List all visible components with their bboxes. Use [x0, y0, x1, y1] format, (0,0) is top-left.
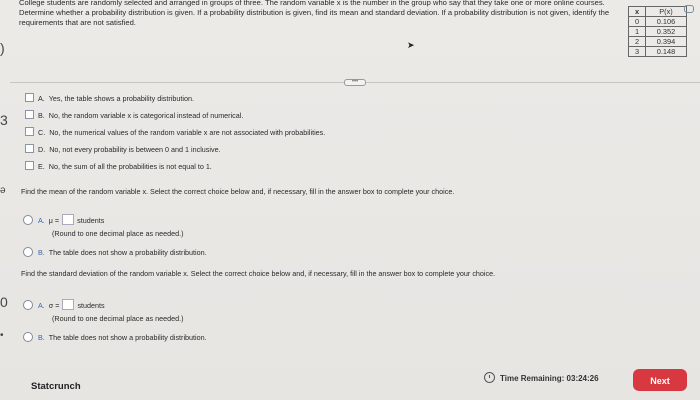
radio-icon[interactable] [23, 300, 33, 310]
option-letter: B. [38, 111, 45, 120]
table-row [629, 37, 687, 47]
table-header-p: P(x) [646, 7, 687, 17]
table-row [629, 27, 687, 37]
left-edge-fragment: 0 [0, 294, 8, 310]
table-row [629, 47, 687, 57]
option-text: No, the random variable x is categorical instead of numerical. [48, 111, 244, 120]
std-dev-answer-input[interactable] [62, 299, 74, 310]
left-edge-fragment: ə [0, 185, 6, 196]
radio-icon[interactable] [23, 332, 33, 342]
next-button[interactable]: Next [633, 369, 687, 391]
checkbox-icon[interactable] [25, 161, 34, 170]
time-remaining [484, 372, 599, 383]
option-letter: D. [38, 145, 46, 154]
option-c-checkbox[interactable] [25, 127, 325, 138]
table-row [629, 17, 687, 27]
radio-icon[interactable] [23, 247, 33, 257]
left-edge-fragment: 3 [0, 112, 8, 128]
unit-label: students [77, 301, 105, 310]
option-letter: A. [38, 301, 45, 310]
option-letter: C. [38, 128, 46, 137]
option-text: No, not every probability is between 0 and 1 inclusive. [49, 145, 221, 154]
table-cell-p: 0.352 [646, 27, 687, 37]
rounding-note: (Round to one decimal place as needed.) [52, 314, 184, 323]
mean-prompt: Find the mean of the random variable x. Select the correct choice below and, if necessary, fill in the answer box to complete your choice. [21, 187, 455, 196]
table-cell-p: 0.148 [646, 47, 687, 57]
rounding-note: (Round to one decimal place as needed.) [52, 229, 184, 238]
table-cell-p: 0.106 [646, 17, 687, 27]
option-letter: E. [38, 162, 45, 171]
sigma-label: σ = [48, 301, 60, 310]
table-cell-x: 2 [629, 37, 646, 47]
mean-option-a[interactable] [23, 214, 104, 225]
question-text: College students are randomly selected and arranged in groups of three. The random variable x is the number in the group who say that they take one or more online courses. Determine whether a probability distribution is given. If a probability distribution is given, find its mean and standard deviation. If a probability distribution is not given, identify the requirements that are not satisfied. [19, 0, 610, 27]
probability-table [628, 6, 687, 57]
left-edge-fragment: • [0, 330, 4, 341]
option-text: The table does not show a probability distribution. [48, 248, 207, 257]
option-text: The table does not show a probability distribution. [48, 333, 207, 342]
unit-label: students [77, 216, 105, 225]
timer-value: 03:24:26 [566, 374, 599, 383]
mouse-cursor-icon: ➤ [407, 40, 415, 50]
option-letter: A. [38, 94, 45, 103]
checkbox-icon[interactable] [25, 144, 34, 153]
table-header-row [629, 7, 687, 17]
option-a-checkbox[interactable] [25, 93, 194, 104]
std-dev-option-b[interactable] [23, 332, 207, 343]
option-text: No, the sum of all the probabilities is not equal to 1. [48, 162, 212, 171]
std-dev-option-a[interactable] [23, 299, 105, 310]
copy-table-icon[interactable] [684, 5, 694, 13]
expand-button[interactable]: ••• [344, 79, 366, 86]
option-text: Yes, the table shows a probability distribution. [48, 94, 194, 103]
option-text: No, the numerical values of the random variable x are not associated with probabilities. [49, 128, 326, 137]
option-d-checkbox[interactable] [25, 144, 221, 155]
mu-label: μ = [48, 216, 60, 225]
option-letter: B. [38, 333, 45, 342]
checkbox-icon[interactable] [25, 93, 34, 102]
clock-icon [484, 372, 495, 383]
timer-label: Time Remaining: [500, 374, 565, 383]
table-header-x: x [629, 7, 646, 17]
mean-option-b[interactable] [23, 247, 207, 258]
option-letter: A. [38, 216, 45, 225]
statcrunch-link[interactable]: Statcrunch [31, 381, 81, 392]
table-cell-p: 0.394 [646, 37, 687, 47]
option-e-checkbox[interactable] [25, 161, 212, 172]
table-cell-x: 3 [629, 47, 646, 57]
option-b-checkbox[interactable] [25, 110, 243, 121]
checkbox-icon[interactable] [25, 110, 34, 119]
table-cell-x: 0 [629, 17, 646, 27]
std-dev-prompt: Find the standard deviation of the random variable x. Select the correct choice below and, if necessary, fill in the answer box to complete your choice. [21, 269, 496, 278]
table-cell-x: 1 [629, 27, 646, 37]
checkbox-icon[interactable] [25, 127, 34, 136]
left-edge-fragment: ) [0, 40, 5, 56]
radio-icon[interactable] [23, 215, 33, 225]
mean-answer-input[interactable] [62, 214, 74, 225]
option-letter: B. [38, 248, 45, 257]
